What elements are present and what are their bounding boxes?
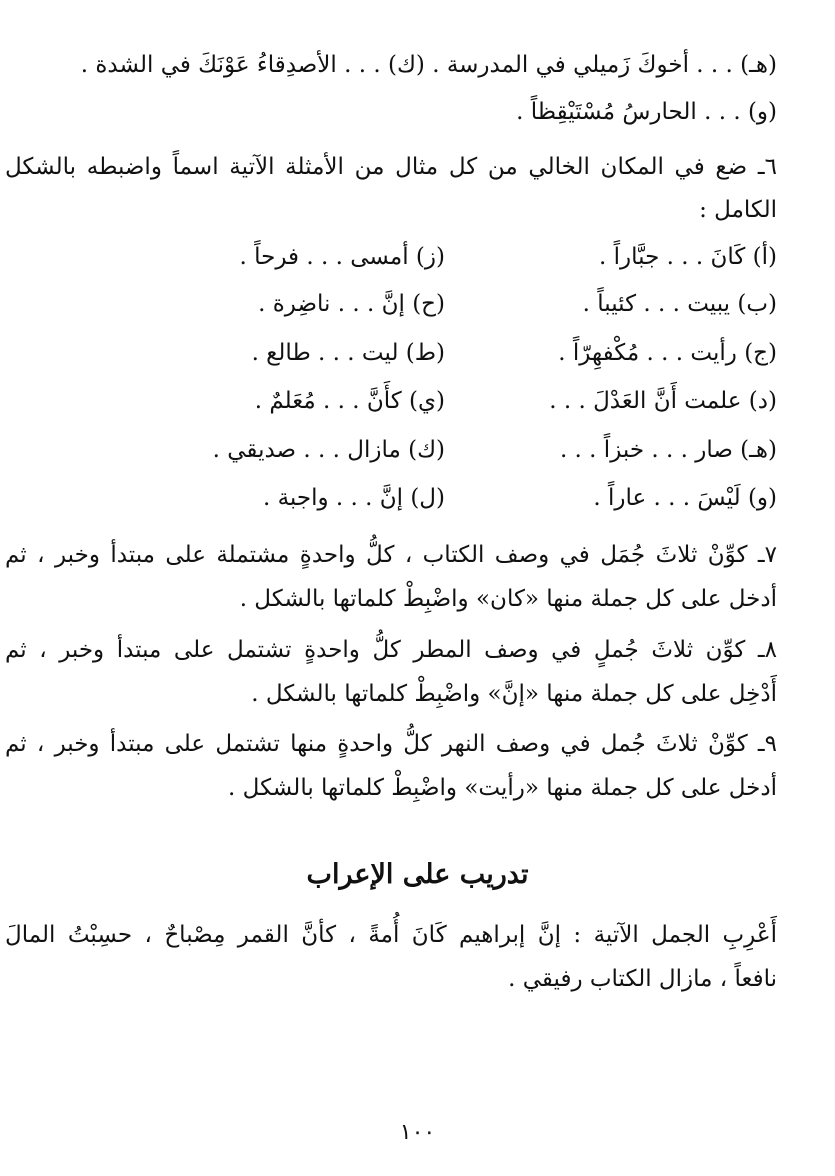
exercise9-line2: أدخل على كل جملة منها «رأيت» واضْبِطْ كلماتها بالشكل .: [228, 775, 777, 801]
exercise5-line-waw: (و) . . . الحارسُ مُسْتَيْقِظاً .: [516, 99, 777, 125]
irab-exercise-line1: أَعْرِبِ الجمل الآتية : إنَّ إبراهيم كَانَ أُمةً ، كأنَّ القمر مِصْباحٌ ، حسِبْتُ المالَ: [5, 922, 777, 948]
exercise6-item-j: (ج) رأيت . . . مُكْفهِرّاً .: [558, 340, 777, 366]
exercise6-instruction-line1: ٦ـ ضع في المكان الخالي من كل مثال من الأمثلة الآتية اسماً واضبطه بالشكل: [5, 154, 777, 180]
exercise8-line1: ٨ـ كوِّن ثلاثَ جُملٍ في وصف المطر كلُّ واحدةٍ تشتمل على مبتدأ وخبر ، ثم: [5, 637, 777, 663]
exercise6-item-lam: (ل) إنَّ . . . واجبة .: [262, 485, 445, 511]
exercise6-item-ha: (ح) إنَّ . . . ناضِرة .: [258, 291, 445, 317]
exercise7-line1: ٧ـ كوِّنْ ثلاثَ جُمَل في وصف الكتاب ، كلُّ واحدةٍ مشتملة على مبتدأ وخبر ، ثم: [5, 542, 777, 568]
exercise5-line-he-ka: (هـ) . . . أخوكَ زَميلي في المدرسة . (ك) . . . الأصدِقاءُ عَوْنَكَ في الشدة .: [80, 52, 777, 78]
exercise6-item-waw: (و) لَيْسَ . . . عاراً .: [593, 485, 777, 511]
exercise6-item-d: (د) علمت أَنَّ العَدْلَ . . .: [549, 388, 777, 414]
exercise6-item-a: (أ) كَانَ . . . جبَّاراً .: [599, 244, 777, 270]
page-number: ١٠٠: [399, 1120, 436, 1145]
irab-exercise-line2: نافعاً ، مازال الكتاب رفيقي .: [508, 966, 777, 992]
exercise8-line2: أَدْخِل على كل جملة منها «إنَّ» واضْبِطْ كلماتها بالشكل .: [251, 681, 777, 707]
exercise6-item-ta: (ط) ليت . . . طالع .: [251, 340, 445, 366]
exercise6-item-he: (هـ) صار . . . خبزاً . . .: [559, 437, 777, 463]
exercise9-line1: ٩ـ كوِّنْ ثلاثَ جُمل في وصف النهر كلُّ واحدةٍ منها تشتمل على مبتدأ وخبر ، ثم: [5, 731, 777, 757]
exercise6-item-zay: (ز) أمسى . . . فرحاً .: [239, 244, 445, 270]
exercise6-item-kaf: (ك) مازال . . . صديقي .: [212, 437, 445, 463]
exercise6-item-b: (ب) يبيت . . . كئيباً .: [582, 291, 777, 317]
exercise7-line2: أدخل على كل جملة منها «كان» واضْبِطْ كلماتها بالشكل .: [239, 586, 777, 612]
exercise6-instruction-line2: الكامل :: [699, 197, 777, 223]
section-title: تدريب على الإعراب: [306, 859, 529, 890]
exercise6-item-ya: (ي) كأَنَّ . . . مُعَلمٌ .: [254, 388, 445, 414]
